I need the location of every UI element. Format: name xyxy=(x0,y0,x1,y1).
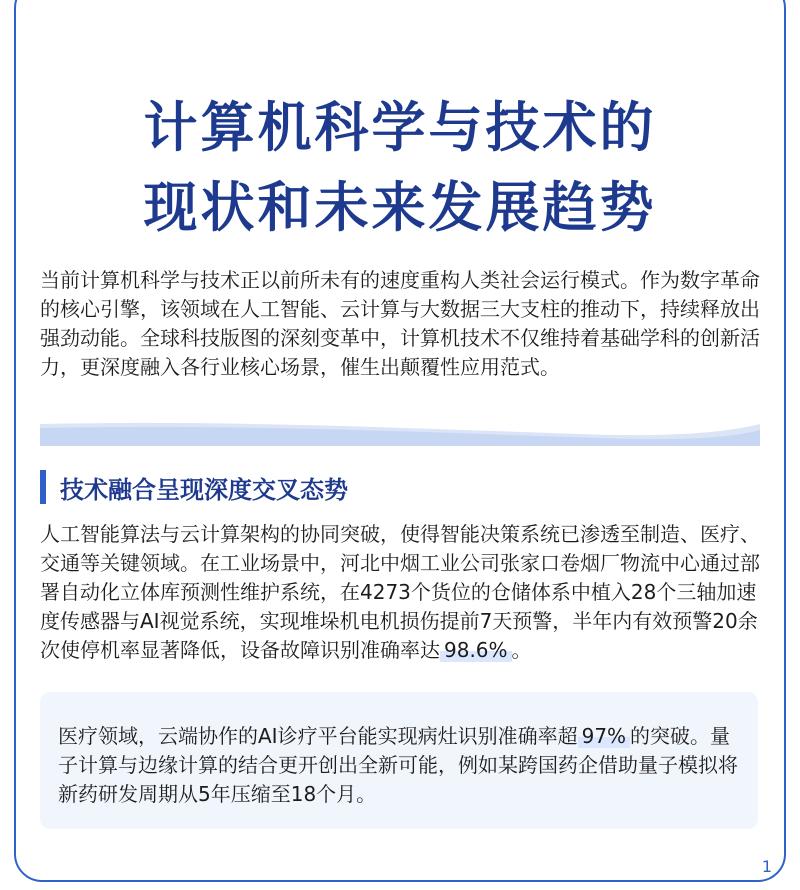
body-paragraph-text: 人工智能算法与云计算架构的协同突破，使得智能决策系统已渗透至制造、医疗、交通等关键领域。在工业场景中，河北中烟工业公司张家口卷烟厂物流中心通过部署自动化立体库预测性维护系统，在4273个货位的仓储体系中植入28个三轴加速度传感器与AI视觉系统，实现堆垛机电机损伤提前7天预警，半年内有效预警20余次使停机率显著降低，设备故障识别准确率达 xyxy=(40,522,760,662)
highlight-medical-accuracy: 97% xyxy=(578,724,630,748)
page-title xyxy=(0,88,800,248)
body-paragraph-end: 。 xyxy=(511,638,532,662)
title-line-1: 计算机科学与技术的 xyxy=(143,96,657,159)
intro-paragraph: 当前计算机科学与技术正以前所未有的速度重构人类社会运行模式。作为数字革命的核心引擎，该领域在人工智能、云计算与大数据三大支柱的推动下，持续释放出强劲动能。全球科技版图的深刻变革中，计算机技术不仅维持着基础学科的创新活力，更深度融入各行业核心场景，催生出颠覆性应用范式。 xyxy=(40,268,760,379)
section-accent-bar xyxy=(40,470,46,504)
wave-divider xyxy=(40,418,760,446)
title-line-2: 现状和未来发展趋势 xyxy=(143,176,657,239)
callout-text-after: 的突破。量子计算与边缘计算的结合更开创出全新可能，例如某跨国药企借助量子模拟将新药研发周期从5年压缩至18个月。 xyxy=(58,724,738,806)
section-heading xyxy=(40,470,348,504)
section-title: 技术融合呈现深度交叉态势 xyxy=(60,475,348,504)
callout-box xyxy=(40,692,758,829)
callout-text-before: 医疗领域，云端协作的AI诊疗平台能实现病灶识别准确率超 xyxy=(58,724,578,748)
body-paragraph xyxy=(40,520,764,665)
page-number: 1 xyxy=(761,857,772,876)
highlight-accuracy: 98.6% xyxy=(440,638,512,662)
